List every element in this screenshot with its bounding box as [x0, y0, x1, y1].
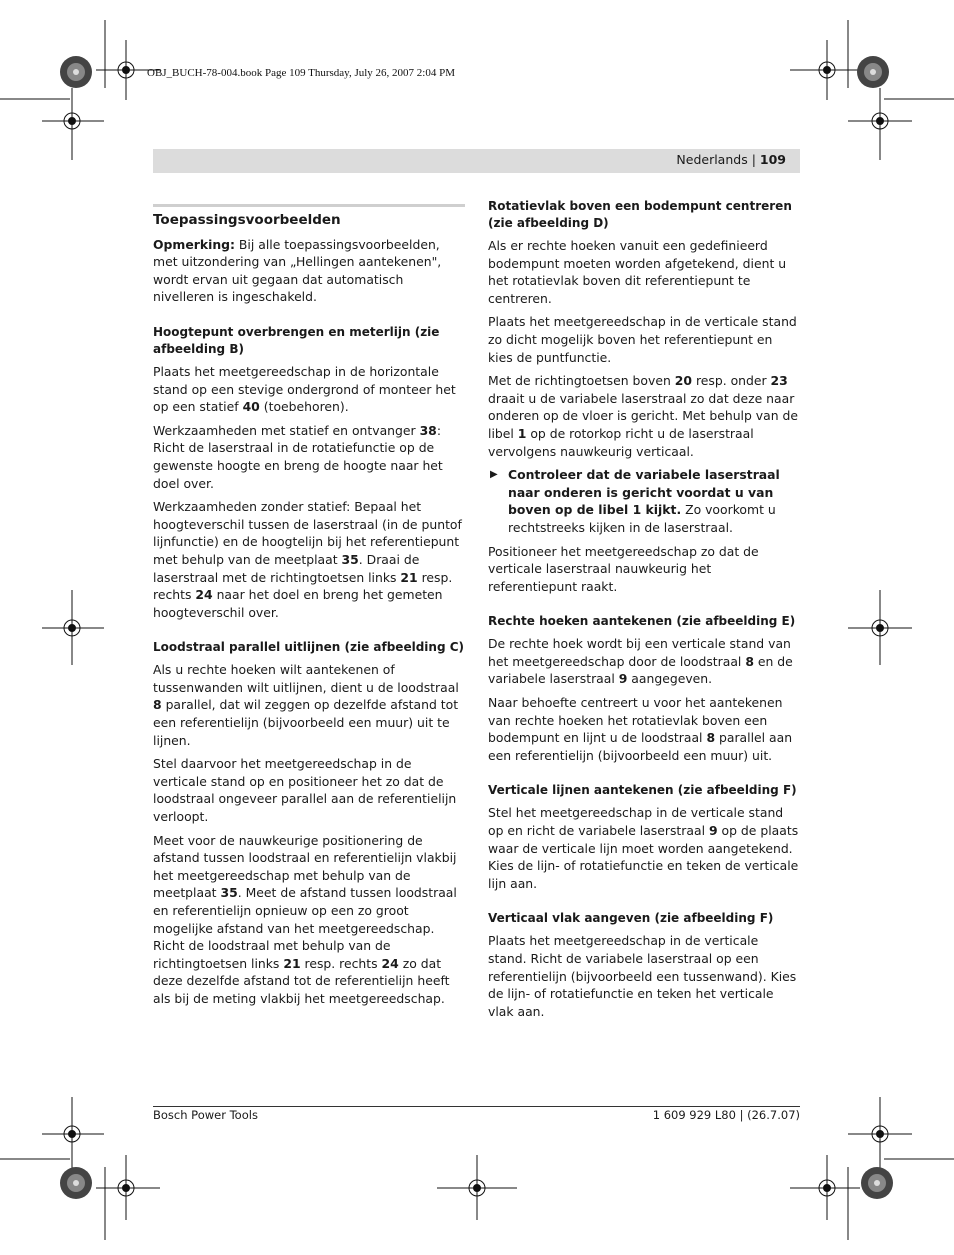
registration-star-icon [60, 1167, 92, 1199]
left-column [153, 198, 465, 1014]
subheading-vertical-lines: Verticale lijnen aantekenen (zie afbeelding F) [488, 783, 797, 798]
note-paragraph [153, 236, 465, 306]
note-label: Opmerking: [153, 236, 235, 252]
paragraph: De rechte hoek wordt bij een verticale stand van het meetgereedschap door de loodstraal 8 en de variabele laserstraal 9 aangegeven. [488, 636, 793, 687]
registration-star-icon [861, 1167, 893, 1199]
right-column [488, 198, 800, 1026]
paragraph: Stel het meetgereedschap in de verticale stand op en richt de variabele laserstraal 9 op de plaats waar de verticale lijn moet worden aangetekend. Kies de lijn- of rotatiefunctie en teken de verticale lijn aan. [488, 805, 799, 891]
print-slug: OBJ_BUCH-78-004.book Page 109 Thursday, July 26, 2007 2:04 PM [147, 67, 456, 79]
crosshair-icon [42, 590, 104, 665]
section-title: Toepassingsvoorbeelden [153, 212, 341, 228]
crosshair-icon [790, 40, 860, 100]
paragraph: Werkzaamheden zonder statief: Bepaal het hoogteverschil tussen de laserstraal (in de puntof lijnfunctie) en de hoogtelijn bij het referentiepunt met behulp van de meetplaat 35. Draai de laserstraal met de richtingtoetsen links 21 resp. rechts 24 naar het doel en breng het gemeten hoogteverschil over. [153, 499, 462, 620]
header-separator: | [751, 152, 756, 167]
subheading-height-transfer: Hoogtepunt overbrengen en meterlijn (zie afbeelding B) [153, 324, 440, 356]
triangle-right-icon: ▶ [490, 469, 498, 481]
registration-star-icon [60, 56, 92, 88]
footer-rule [153, 1106, 800, 1107]
note-text: Bij alle toepassingsvoorbeelden, met uitzondering van „Hellingen aantekenen", wordt ervan uit gegaan dat automatisch nivelleren is ingeschakeld. [153, 236, 442, 305]
page-header [153, 149, 800, 173]
header-language: Nederlands [676, 152, 748, 167]
warning-bullet [488, 466, 800, 536]
paragraph: Plaats het meetgereedschap in de horizontale stand op een stevige ondergrond of monteer het op een statief 40 (toebehoren). [153, 363, 456, 415]
section-rule [153, 204, 465, 207]
registration-star-icon [857, 56, 889, 88]
paragraph: Naar behoefte centreert u voor het aantekenen van rechte hoeken het rotatievlak boven een bodempunt en lijnt u de loodstraal 8 parallel aan een referentielijn (bijvoorbeeld een muur) uit. [488, 695, 793, 763]
footer-brand: Bosch Power Tools [153, 1108, 258, 1122]
paragraph: Als u rechte hoeken wilt aantekenen of tussenwanden wilt uitlijnen, dient u de loodstraal 8 parallel, dat wil zeggen op dezelfde afstand tot een referentielijn (bijvoorbeeld een muur) uit te lijnen. [153, 662, 459, 748]
paragraph: Als er rechte hoeken vanuit een gedefinieerd bodempunt moeten worden afgetekend, dient u het rotatievlak boven dit referentiepunt te centreren. [488, 238, 787, 306]
subheading-center-rotation: Rotatievlak boven een bodempunt centreren (zie afbeelding D) [488, 199, 792, 230]
subheading-plumb-parallel: Loodstraal parallel uitlijnen (zie afbeelding C) [153, 640, 465, 655]
subheading-vertical-plane: Verticaal vlak aangeven (zie afbeelding F) [488, 911, 774, 926]
subheading-right-angles: Rechte hoeken aantekenen (zie afbeelding E) [488, 614, 796, 629]
paragraph: Plaats het meetgereedschap in de verticale stand. Richt de variabele laserstraal op een referentielijn (bijvoorbeeld een tussenwand). Kies de lijn- of rotatiefunctie en teken het verticale vlak aan. [488, 933, 797, 1019]
crosshair-icon [790, 1155, 860, 1220]
crosshair-icon [96, 1155, 160, 1220]
bullet-bold-text: Controleer dat de variabele laserstraal naar onderen is gericht voordat u van boven op de libel 1 kijkt. [508, 467, 780, 518]
paragraph: Positioneer het meetgereedschap zo dat de verticale laserstraal nauwkeurig het referentiepunt raakt. [488, 543, 759, 594]
crosshair-icon [848, 590, 912, 665]
paragraph: Met de richtingtoetsen boven 20 resp. onder 23 draait u de variabele laserstraal zo dat deze naar onderen op de vloer is gericht. Met behulp van de libel 1 op de rotorkop richt u de laserstraal vervolgens nauwkeurig verticaal. [488, 373, 799, 459]
footer-docnumber: 1 609 929 L80 | (26.7.07) [652, 1108, 800, 1122]
paragraph: Plaats het meetgereedschap in de verticale stand zo dicht mogelijk boven het referentiepunt en kies de puntfunctie. [488, 314, 797, 365]
bullet-text: Zo voorkomt u rechtstreeks kijken in de laserstraal. [508, 502, 776, 535]
paragraph: Meet voor de nauwkeurige positionering de afstand tussen loodstraal en referentielijn vlakbij het meetgereedschap met behulp van de meetplaat 35. Meet de afstand tussen loodstraal en referentielijn opnieuw op een zo groot mogelijke afstand van het meetgereedschap. Richt de loodstraal met behulp van de richtingtoetsen links 21 resp. rechts 24 zo dat deze dezelfde afstand tot de referentielijn heeft als bij de meting vlakbij het meetgereedschap. [153, 832, 457, 1006]
paragraph: Werkzaamheden met statief en ontvanger 38: Richt de laserstraal in de rotatiefunctie op de gewenste hoogte en breng de hoogte naar het doel over. [153, 422, 443, 491]
page-number: 109 [759, 152, 786, 167]
crosshair-icon [437, 1155, 517, 1220]
header-text [676, 152, 786, 167]
paragraph: Stel daarvoor het meetgereedschap in de verticale stand op en positioneer het zo dat de loodstraal ongeveer parallel aan de referentielijn verloopt. [153, 756, 457, 825]
